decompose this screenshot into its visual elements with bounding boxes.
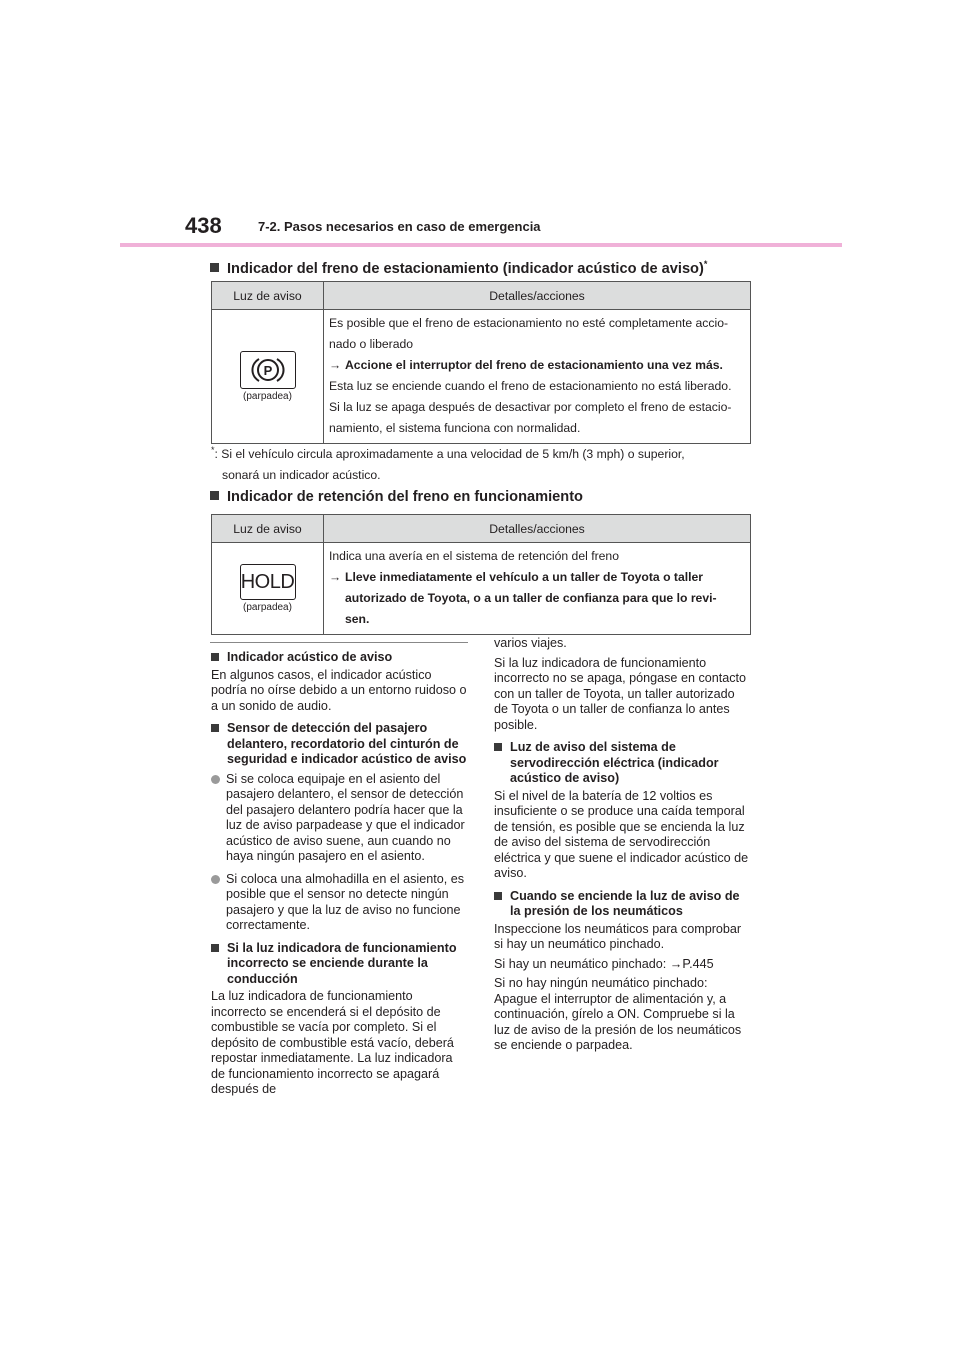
parking-brake-warning-icon [240,351,296,389]
footnote-text: : Si el vehículo circula aproximadamente a una velocidad de 5 km/h (3 mph) o superior, [214,447,685,462]
details-cell [324,543,751,635]
note-paragraph: La luz indicadora de funcionamiento incorrecto se encenderá si el depósito de combustible se vacía por completo. Si el depósito de combustible está vacío, deberá repostar inmediatamente. La luz indicadora de funcionamiento incorrecto se apagará después de [211,989,454,1096]
parking-brake-heading [210,254,707,279]
circle-bullet-icon [211,775,220,784]
parking-brake-heading-text: Indicador del freno de estacionamiento (indicador acústico de aviso) [227,260,704,277]
footnote-line: sonará un indicador acústico. [222,468,381,483]
action-text: sen. [345,612,370,626]
left-notes-column [211,650,468,1105]
detail-line: Indica una avería en el sistema de retención del freno [329,549,619,563]
footnote [211,440,751,486]
hold-heading-text: Indicador de retención del freno en funcionamiento [227,489,583,505]
table-header-row [212,515,751,543]
col-details: Detalles/acciones [324,515,751,543]
list-item: Si coloca una almohadilla en el asiento, es posible que el sensor no detecte ningún pasajero y que la luz de aviso no funcione correctamente. [211,872,468,934]
right-notes-column [494,636,752,1061]
column-rule [210,642,468,643]
section-title: 7-2. Pasos necesarios en caso de emergencia [258,219,541,234]
note-heading: Cuando se enciende la luz de aviso de la presión de los neumáticos [494,889,752,920]
square-bullet-icon [211,724,219,732]
square-bullet-icon [494,892,502,900]
arrow-icon: → [329,358,342,372]
details-cell [324,310,751,444]
detail-line: namiento, el sistema funciona con normalidad. [329,421,581,435]
section-square-icon [210,263,219,272]
note-heading: Luz de aviso del sistema de servodirección eléctrica (indicador acústico de aviso) [494,740,752,787]
note-paragraph: Si no hay ningún neumático pinchado: Apague el interruptor de alimentación y, a continuación, gírelo a ON. Compruebe si la luz de aviso de la presión de los neumáticos se enciende o parpadea. [494,976,742,1052]
detail-line: Si la luz se apaga después de desactivar por completo el freno de estacio- [329,400,732,414]
icon-caption: (parpadea) [243,391,292,402]
action-text: Lleve inmediatamente el vehículo a un taller de Toyota o taller [345,570,704,584]
detail-line: Esta luz se enciende cuando el freno de estacionamiento no está liberado. [329,379,732,393]
note-heading: Indicador acústico de aviso [211,650,468,666]
hold-icon-text: HOLD [240,570,295,593]
circle-bullet-icon [211,875,220,884]
table-row [212,543,751,635]
note-paragraph: Inspeccione los neumáticos para comprobar si hay un neumático pinchado. [494,921,742,951]
warning-light-cell [212,543,324,635]
note-paragraph: Si hay un neumático pinchado: →P.445 [494,956,714,971]
icon-caption: (parpadea) [243,602,292,613]
col-warning-light: Luz de aviso [212,282,324,310]
table-row [212,310,751,444]
footnote-line [211,440,751,465]
section-square-icon [210,491,219,500]
heading-footnote-mark: * [703,259,708,269]
note-heading: Sensor de detección del pasajero delantero, recordatorio del cinturón de seguridad e indicador acústico de aviso [211,721,468,768]
svg-text:P: P [263,363,272,378]
note-paragraph: varios viajes. [494,636,567,650]
header-rule [120,243,842,247]
action-text: autorizado de Toyota, o a un taller de confianza para que lo revi- [345,591,717,605]
action-text: Accione el interruptor del freno de estacionamiento una vez más. [345,358,723,372]
table-header-row [212,282,751,310]
action-line [329,609,745,630]
action-line [329,588,745,609]
page-number: 438 [185,213,222,238]
hold-warning-icon [240,564,296,600]
square-bullet-icon [211,944,219,952]
action-line [329,355,745,376]
detail-line: Es posible que el freno de estacionamiento no esté completamente accio- [329,316,729,330]
note-paragraph: Si el nivel de la batería de 12 voltios es insuficiente o se produce una caída temporal de tensión, es posible que se encienda la luz de aviso del sistema de servodirección eléctrica y que suene el indicador acústico de aviso. [494,788,749,880]
col-details: Detalles/acciones [324,282,751,310]
hold-heading [210,487,583,507]
square-bullet-icon [494,743,502,751]
square-bullet-icon [211,653,219,661]
note-paragraph: Si la luz indicadora de funcionamiento incorrecto no se apaga, póngase en contacto con un taller de Toyota, un taller autorizado de Toyota o un taller de confianza lo antes posible. [494,655,747,732]
arrow-icon: → [329,570,342,584]
col-warning-light: Luz de aviso [212,515,324,543]
note-heading: Si la luz indicadora de funcionamiento incorrecto se enciende durante la conducción [211,941,468,988]
note-paragraph: En algunos casos, el indicador acústico podría no oírse debido a un entorno ruidoso o a un sonido de audio. [211,667,467,713]
detail-line: nado o liberado [329,337,414,351]
warning-light-cell [212,310,324,444]
hold-table [211,514,751,635]
footnote-mark: * [211,445,215,455]
list-item: Si se coloca equipaje en el asiento del pasajero delantero, el sensor de detección del pasajero delantero podría hacer que la luz de aviso parpadease y que el indicador acústico de aviso suene, aun cuando no haya ningún pasajero en el asiento. [211,772,468,865]
parking-brake-table [211,281,751,444]
action-line [329,567,745,588]
